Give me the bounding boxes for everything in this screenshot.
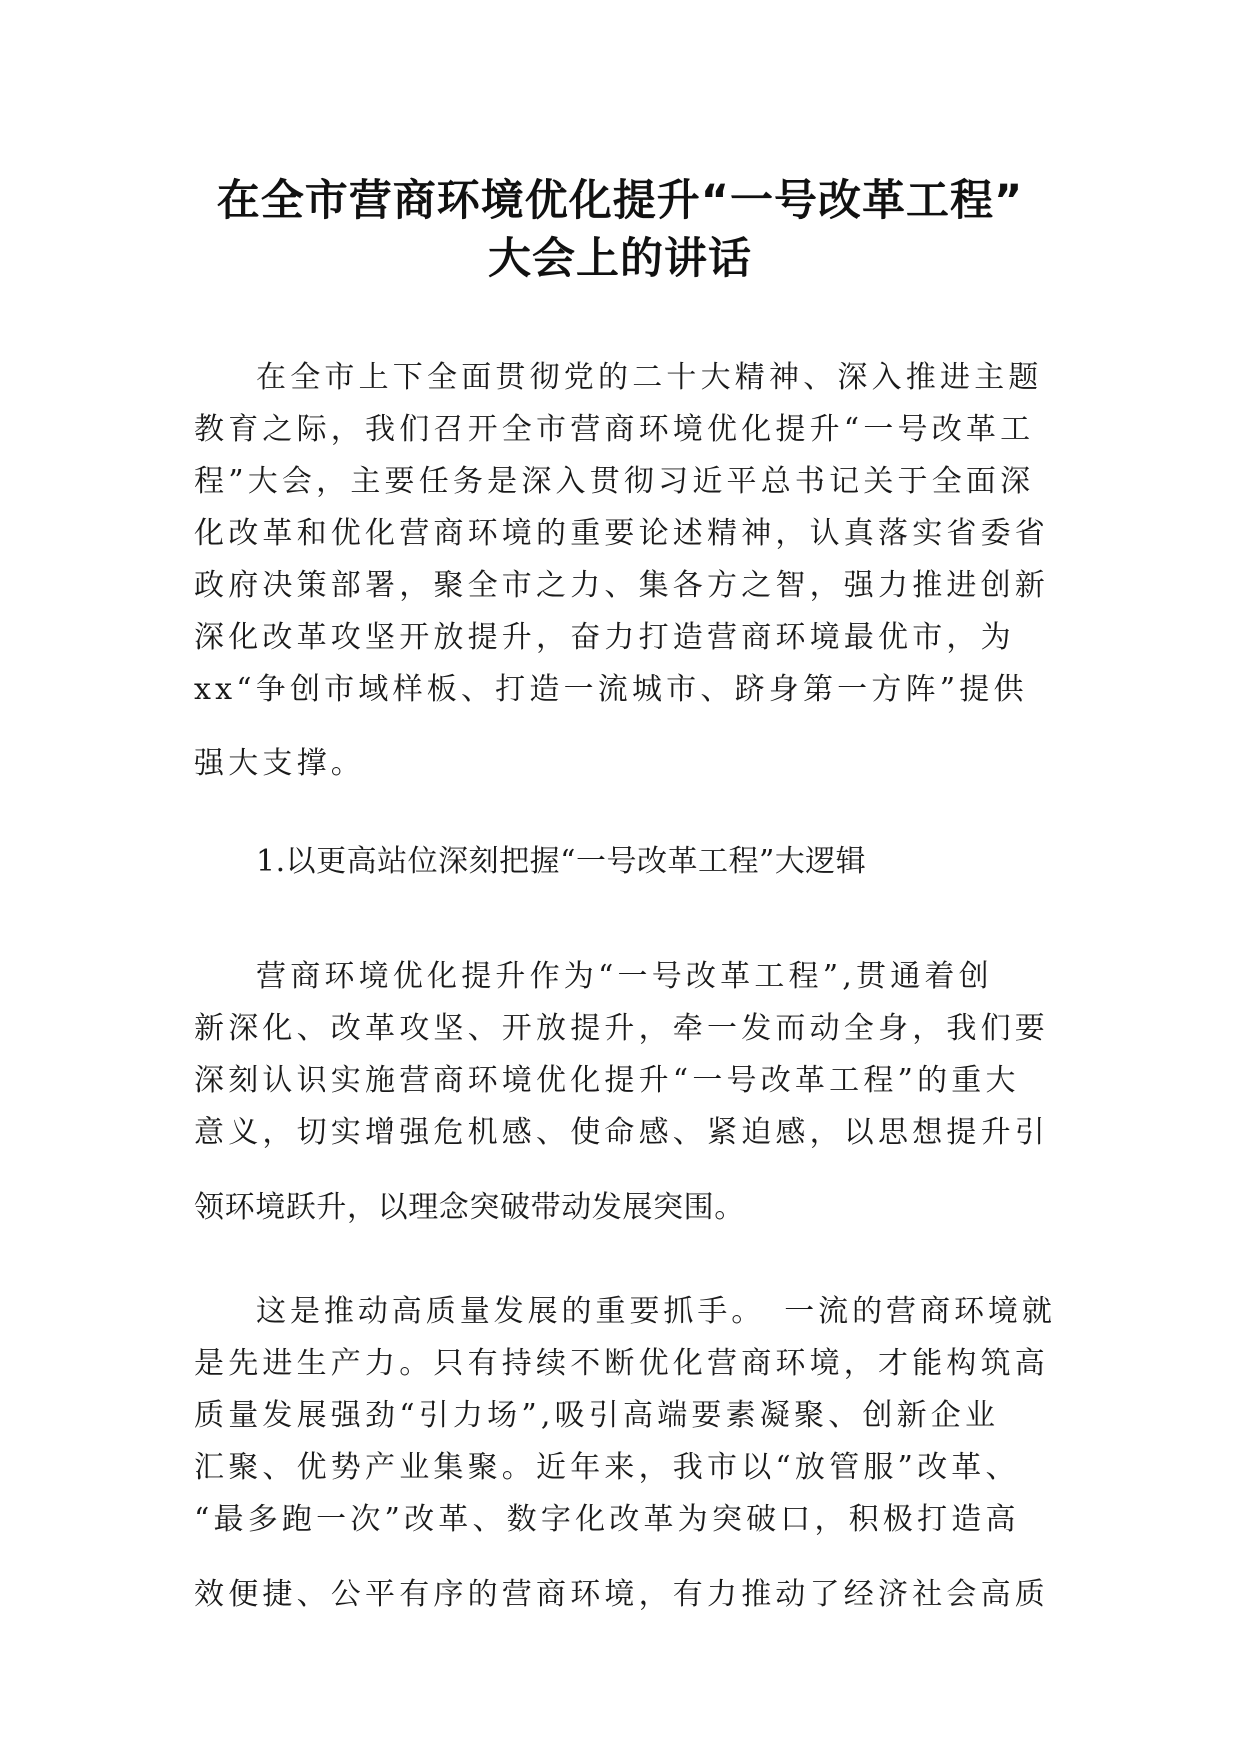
paragraph-3-line-1: 这是推动高质量发展的重要抓手。 一流的营商环境就	[256, 1294, 1056, 1329]
paragraph-1-line-5: 政府决策部署，聚全市之力、集各方之智，强力推进创新	[194, 568, 1049, 603]
section-heading-1: 1.以更高站位深刻把握“一号改革工程”大逻辑	[256, 844, 867, 879]
paragraph-3-line-2: 是先进生产力。只有持续不断优化营商环境，才能构筑高	[194, 1346, 1049, 1381]
paragraph-1-line-3: 程”大会，主要任务是深入贯彻习近平总书记关于全面深	[194, 464, 1035, 499]
paragraph-2-line-2: 新深化、改革攻坚、开放提升，牵一发而动全身，我们要	[194, 1011, 1049, 1046]
paragraph-1-line-2: 教育之际，我们召开全市营商环境优化提升“一号改革工	[194, 412, 1035, 447]
paragraph-1-line-7: xx“争创市域样板、打造一流城市、跻身第一方阵”提供	[194, 672, 1028, 707]
paragraph-2-line-4: 意义，切实增强危机感、使命感、紧迫感，以思想提升引	[194, 1115, 1049, 1150]
paragraph-2-line-5: 领环境跃升，以理念突破带动发展突围。	[194, 1190, 745, 1225]
paragraph-1-line-1: 在全市上下全面贯彻党的二十大精神、深入推进主题	[256, 360, 1043, 395]
paragraph-3-line-6: 效便捷、公平有序的营商环境，有力推动了经济社会高质	[194, 1577, 1049, 1612]
paragraph-1-line-8: 强大支撑。	[194, 746, 365, 781]
paragraph-3-line-3: 质量发展强劲“引力场”,吸引高端要素凝聚、创新企业	[194, 1398, 1000, 1433]
paragraph-2-line-3: 深刻认识实施营商环境优化提升“一号改革工程”的重大	[194, 1063, 1020, 1098]
paragraph-2-line-1: 营商环境优化提升作为“一号改革工程”,贯通着创	[256, 959, 993, 994]
paragraph-1-line-6: 深化改革攻坚开放提升，奋力打造营商环境最优市，为	[194, 620, 1015, 655]
document-title-line-2: 大会上的讲话	[488, 234, 752, 284]
paragraph-3-line-4: 汇聚、优势产业集聚。近年来，我市以“放管服”改革、	[194, 1450, 1020, 1485]
paragraph-1-line-4: 化改革和优化营商环境的重要论述精神，认真落实省委省	[194, 516, 1049, 551]
document-title-line-1: 在全市营商环境优化提升“一号改革工程”	[216, 176, 1024, 226]
paragraph-3-line-5: “最多跑一次”改革、数字化改革为突破口，积极打造高	[194, 1502, 1020, 1537]
